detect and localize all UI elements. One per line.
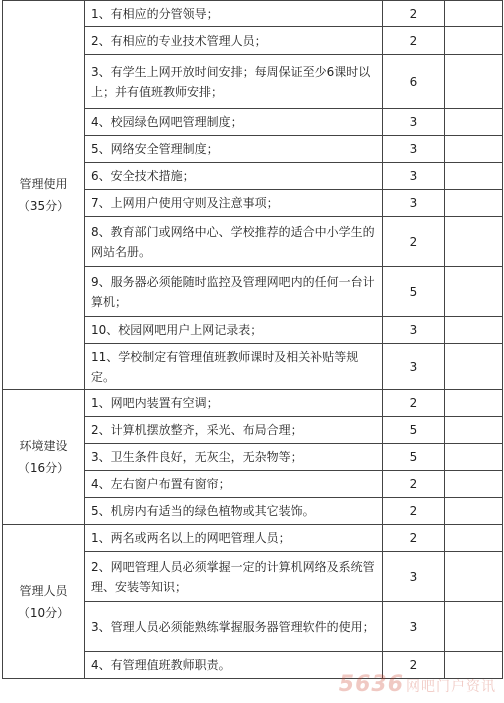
criterion-text: 4、校园绿色网吧管理制度； — [85, 109, 383, 136]
category-cell — [3, 390, 85, 525]
criterion-text: 2、计算机摆放整齐，采光、布局合理； — [85, 417, 383, 444]
blank-cell — [445, 390, 503, 417]
blank-cell — [445, 163, 503, 190]
watermark-logo: 5636 网吧门户资讯 — [338, 672, 496, 697]
blank-cell — [445, 136, 503, 163]
blank-cell — [445, 344, 503, 390]
category-cell — [3, 1, 85, 390]
criterion-text: 1、两名或两名以上的网吧管理人员； — [85, 525, 383, 552]
table-row — [3, 1, 503, 27]
criterion-text: 6、安全技术措施； — [85, 163, 383, 190]
blank-cell — [445, 55, 503, 109]
criterion-text: 9、服务器必须能随时监控及管理网吧内的任何一台计算机； — [85, 267, 383, 317]
scoring-table — [2, 0, 503, 679]
criterion-text: 1、有相应的分管领导； — [85, 1, 383, 27]
criterion-text: 3、有学生上网开放时间安排；每周保证至少6课时以上；并有值班教师安排； — [85, 55, 383, 109]
category-points: （10分） — [17, 605, 70, 620]
criterion-text: 7、上网用户使用守则及注意事项； — [85, 190, 383, 217]
blank-cell — [445, 267, 503, 317]
score-value: 3 — [383, 317, 445, 344]
score-value: 3 — [383, 344, 445, 390]
score-value: 3 — [383, 136, 445, 163]
score-value: 3 — [383, 602, 445, 652]
blank-cell — [445, 525, 503, 552]
score-value: 5 — [383, 444, 445, 471]
score-value: 3 — [383, 552, 445, 602]
blank-cell — [445, 109, 503, 136]
score-value: 6 — [383, 55, 445, 109]
category-name: 管理使用 — [19, 177, 68, 191]
score-value: 3 — [383, 190, 445, 217]
blank-cell — [445, 417, 503, 444]
criterion-text: 4、有管理值班教师职责。 — [85, 652, 383, 679]
blank-cell — [445, 444, 503, 471]
category-cell — [3, 525, 85, 679]
criterion-text: 4、左右窗户布置有窗帘； — [85, 471, 383, 498]
blank-cell — [445, 1, 503, 27]
score-value: 2 — [383, 525, 445, 552]
criterion-text: 5、网络安全管理制度； — [85, 136, 383, 163]
blank-cell — [445, 217, 503, 267]
blank-cell — [445, 190, 503, 217]
criterion-text: 3、管理人员必须能熟练掌握服务器管理软件的使用； — [85, 602, 383, 652]
blank-cell — [445, 652, 503, 679]
blank-cell — [445, 27, 503, 55]
blank-cell — [445, 602, 503, 652]
criterion-text: 10、校园网吧用户上网记录表； — [85, 317, 383, 344]
category-name: 管理人员 — [19, 583, 68, 598]
criterion-text: 11、学校制定有管理值班教师课时及相关补贴等规定。 — [85, 344, 383, 390]
category-points: （35分） — [17, 199, 70, 213]
score-value: 2 — [383, 27, 445, 55]
score-value: 2 — [383, 217, 445, 267]
criterion-text: 2、有相应的专业技术管理人员； — [85, 27, 383, 55]
score-value: 3 — [383, 163, 445, 190]
score-value: 5 — [383, 417, 445, 444]
criterion-text: 5、机房内有适当的绿色植物或其它装饰。 — [85, 498, 383, 525]
criterion-text: 8、教育部门或网络中心、学校推荐的适合中小学生的网站名册。 — [85, 217, 383, 267]
score-value: 2 — [383, 390, 445, 417]
blank-cell — [445, 498, 503, 525]
blank-cell — [445, 471, 503, 498]
blank-cell — [445, 317, 503, 344]
table-row — [3, 390, 503, 417]
score-value: 5 — [383, 267, 445, 317]
score-value: 2 — [383, 652, 445, 679]
blank-cell — [445, 552, 503, 602]
criterion-text: 1、网吧内装置有空调； — [85, 390, 383, 417]
score-value: 2 — [383, 1, 445, 27]
score-value: 3 — [383, 109, 445, 136]
criterion-text: 2、网吧管理人员必须掌握一定的计算机网络及系统管理、安装等知识； — [85, 552, 383, 602]
table-row — [3, 525, 503, 552]
category-name: 环境建设 — [19, 439, 68, 453]
score-value: 2 — [383, 471, 445, 498]
score-value: 2 — [383, 498, 445, 525]
category-points: （16分） — [17, 461, 70, 475]
criterion-text: 3、卫生条件良好，无灰尘，无杂物等； — [85, 444, 383, 471]
